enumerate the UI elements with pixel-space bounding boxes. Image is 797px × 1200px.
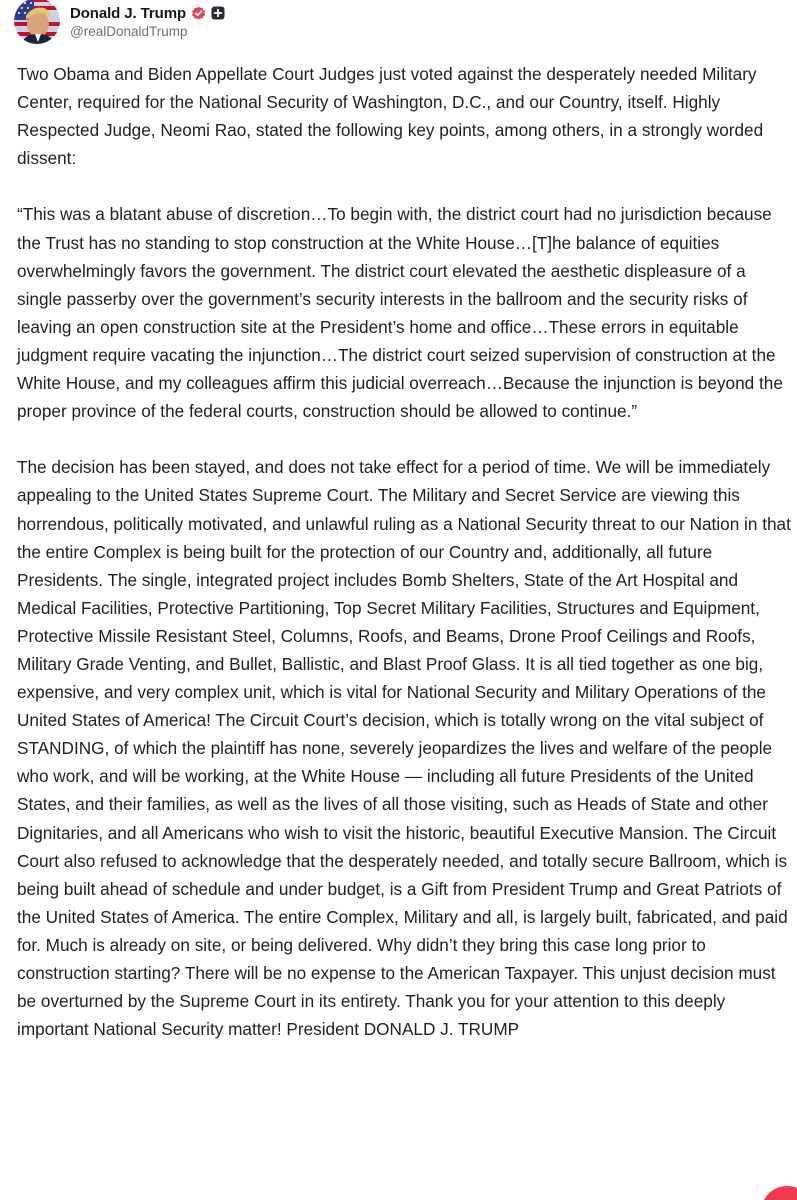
display-name[interactable]: Donald J. Trump [70, 4, 187, 22]
profile-photo-avatar [14, 0, 60, 44]
author-block [70, 3, 225, 39]
post-header [14, 0, 225, 48]
name-row [70, 3, 225, 23]
post-paragraph: Two Obama and Biden Appellate Court Judges just voted against the desperately needed Military Center, required for the National Security of Washington, D.C., and our Country, itself. Highly Respected Judge, Neomi Rao, stated the following key points, among others, in a strongly worded dissent: [17, 64, 764, 169]
post-body [17, 60, 791, 1043]
post-paragraph: The decision has been stayed, and does not take effect for a period of time. We will be immediately appealing to the United States Supreme Court. The Military and Secret Service are viewing this horrendous, politically motivated, and unlawful ruling as a National Security threat to our Nation in that the entire Complex is being built for the protection of our Country and, additionally, all future Presidents. The single, integrated project includes Bomb Shelters, State of the Art Hospital and Medical Facilities, Protective Partitioning, Top Secret Military Facilities, Structures and Equipment, Protective Missile Resistant Steel, Columns, Roofs, and Beams, Drone Proof Ceilings and Roofs, Military Grade Venting, and Bullet, Ballistic, and Blast Proof Glass. It is all tied together as one big, expensive, and very complex unit, which is vital for National Security and Military Operations of the United States of America! The Circuit Court’s decision, which is totally wrong on the vital subject of STANDING, of which the plaintiff has none, severely jeopardizes the lives and welfare of the people who work, and will be working, at the White House — including all future Presidents of the United States, and their families, as well as the lives of all those visiting, such as Heads of State and other Dignitaries, and all Americans who wish to visit the historic, beautiful Executive Mansion. The Circuit Court also refused to acknowledge that the desperately needed, and totally secure Ballroom, which is being built ahead of schedule and under budget, is a Gift from President Trump and Great Patriots of the United States of America. The entire Complex, Military and all, is largely built, fabricated, and paid for. Much is already on site, or being delivered. Why didn’t they bring this case long prior to construction starting? There will be no expense to the American Taxpayer. This unjust decision must be overturned by the Supreme Court in its entirety. Thank you for your attention to this deeply important National Security matter! President DONALD J. TRUMP [17, 457, 791, 1040]
floating-action-button-partial[interactable] [757, 1186, 797, 1200]
avatar[interactable] [14, 0, 60, 44]
verified-badge-icon [191, 6, 206, 21]
post-paragraph: “This was a blatant abuse of discretion…To begin with, the district court had no jurisdiction because the Trust has no standing to stop construction at the White House…[T]he balance of equities overwhelmingly favors the government. The district court elevated the aesthetic displeasure of a single passerby over the government’s security interests in the ballroom and the security risks of leaving an open construction site at the President’s home and office…These errors in equitable judgment require vacating the injunction…The district court seized supervision of construction at the White House, and my colleagues affirm this judicial overreach…Because the injunction is beyond the proper province of the federal courts, construction should be allowed to continue.” [17, 204, 783, 422]
plus-badge-icon [211, 6, 225, 20]
user-handle[interactable]: @realDonaldTrump [70, 24, 188, 39]
